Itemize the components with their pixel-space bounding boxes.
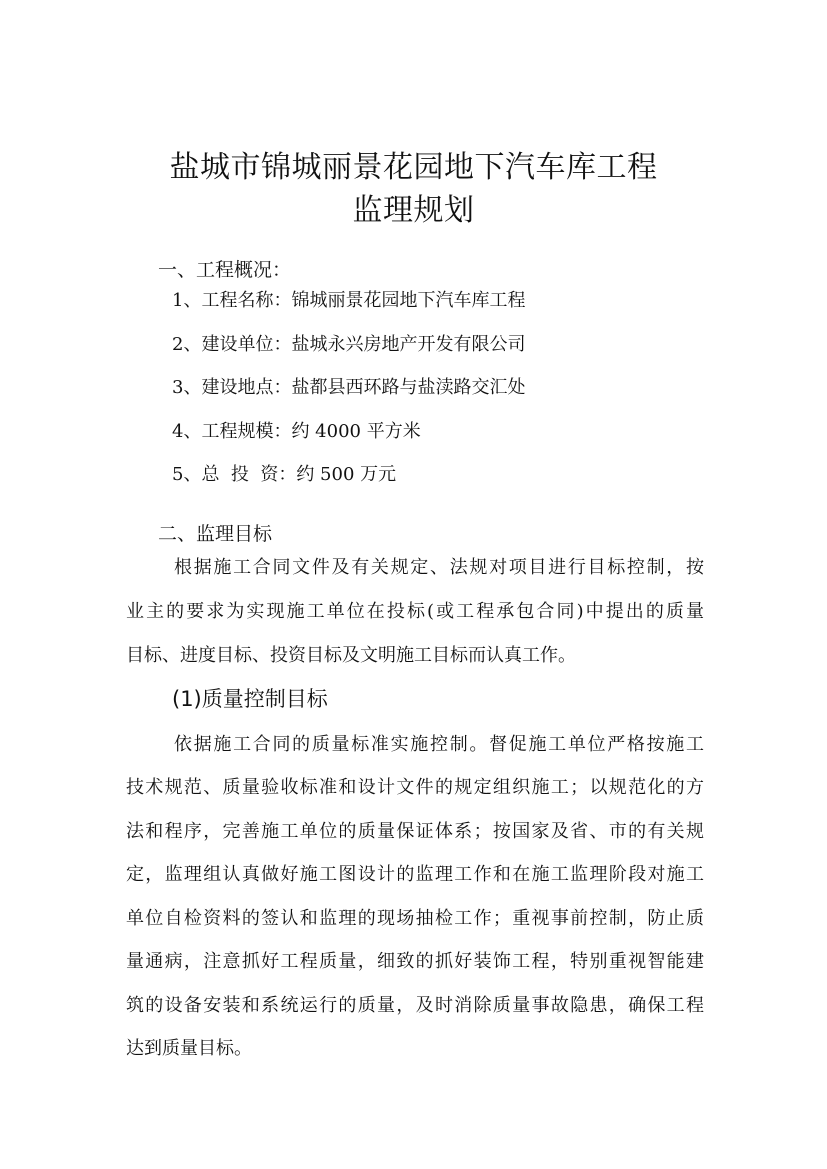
document-title: 盐城市锦城丽景花园地下汽车库工程 (169, 150, 658, 185)
goals-intro-line: 根据施工合同文件及有关规定、法规对项目进行目标控制，按 (174, 557, 704, 578)
quality-paragraph-line: 量通病，注意抓好工程质量，细致的抓好装饰工程，特别重视智能建 (126, 951, 704, 972)
overview-item-client: 2、建设单位：盐城永兴房地产开发有限公司 (172, 334, 526, 355)
quality-paragraph-line: 法和程序，完善施工单位的质量保证体系；按国家及省、市的有关规 (126, 821, 704, 842)
quality-paragraph-line: 单位自检资料的签认和监理的现场抽检工作；重视事前控制，防止质 (126, 908, 704, 929)
quality-paragraph-line: 筑的设备安装和系统运行的质量，及时消除质量事故隐患，确保工程 (126, 995, 704, 1016)
quality-paragraph-line: 技术规范、质量验收标准和设计文件的规定组织施工；以规范化的方 (126, 777, 704, 798)
overview-item-investment: 5、总 投 资：约 500 万元 (172, 464, 397, 485)
document-subtitle: 监理规划 (352, 193, 475, 228)
overview-item-scale: 4、工程规模：约 4000 平方米 (172, 421, 421, 442)
quality-paragraph-line: 依据施工合同的质量标准实施控制。督促施工单位严格按施工 (174, 734, 704, 755)
goals-intro-line: 业主的要求为实现施工单位在投标(或工程承包合同)中提出的质量 (126, 601, 704, 622)
quality-paragraph-line: 定，监理组认真做好施工图设计的监理工作和在施工监理阶段对施工 (126, 864, 704, 885)
overview-item-location: 3、建设地点：盐都县西环路与盐渎路交汇处 (172, 377, 526, 398)
subsection-heading-quality: (1)质量控制目标 (172, 687, 328, 711)
overview-item-project-name: 1、工程名称：锦城丽景花园地下汽车库工程 (172, 290, 526, 311)
goals-intro-line: 目标、进度目标、投资目标及文明施工目标而认真工作。 (126, 645, 576, 666)
quality-paragraph-line: 达到质量目标。 (126, 1038, 252, 1059)
section-heading-overview: 一、工程概况： (158, 259, 292, 281)
section-heading-goals: 二、监理目标 (158, 523, 273, 545)
